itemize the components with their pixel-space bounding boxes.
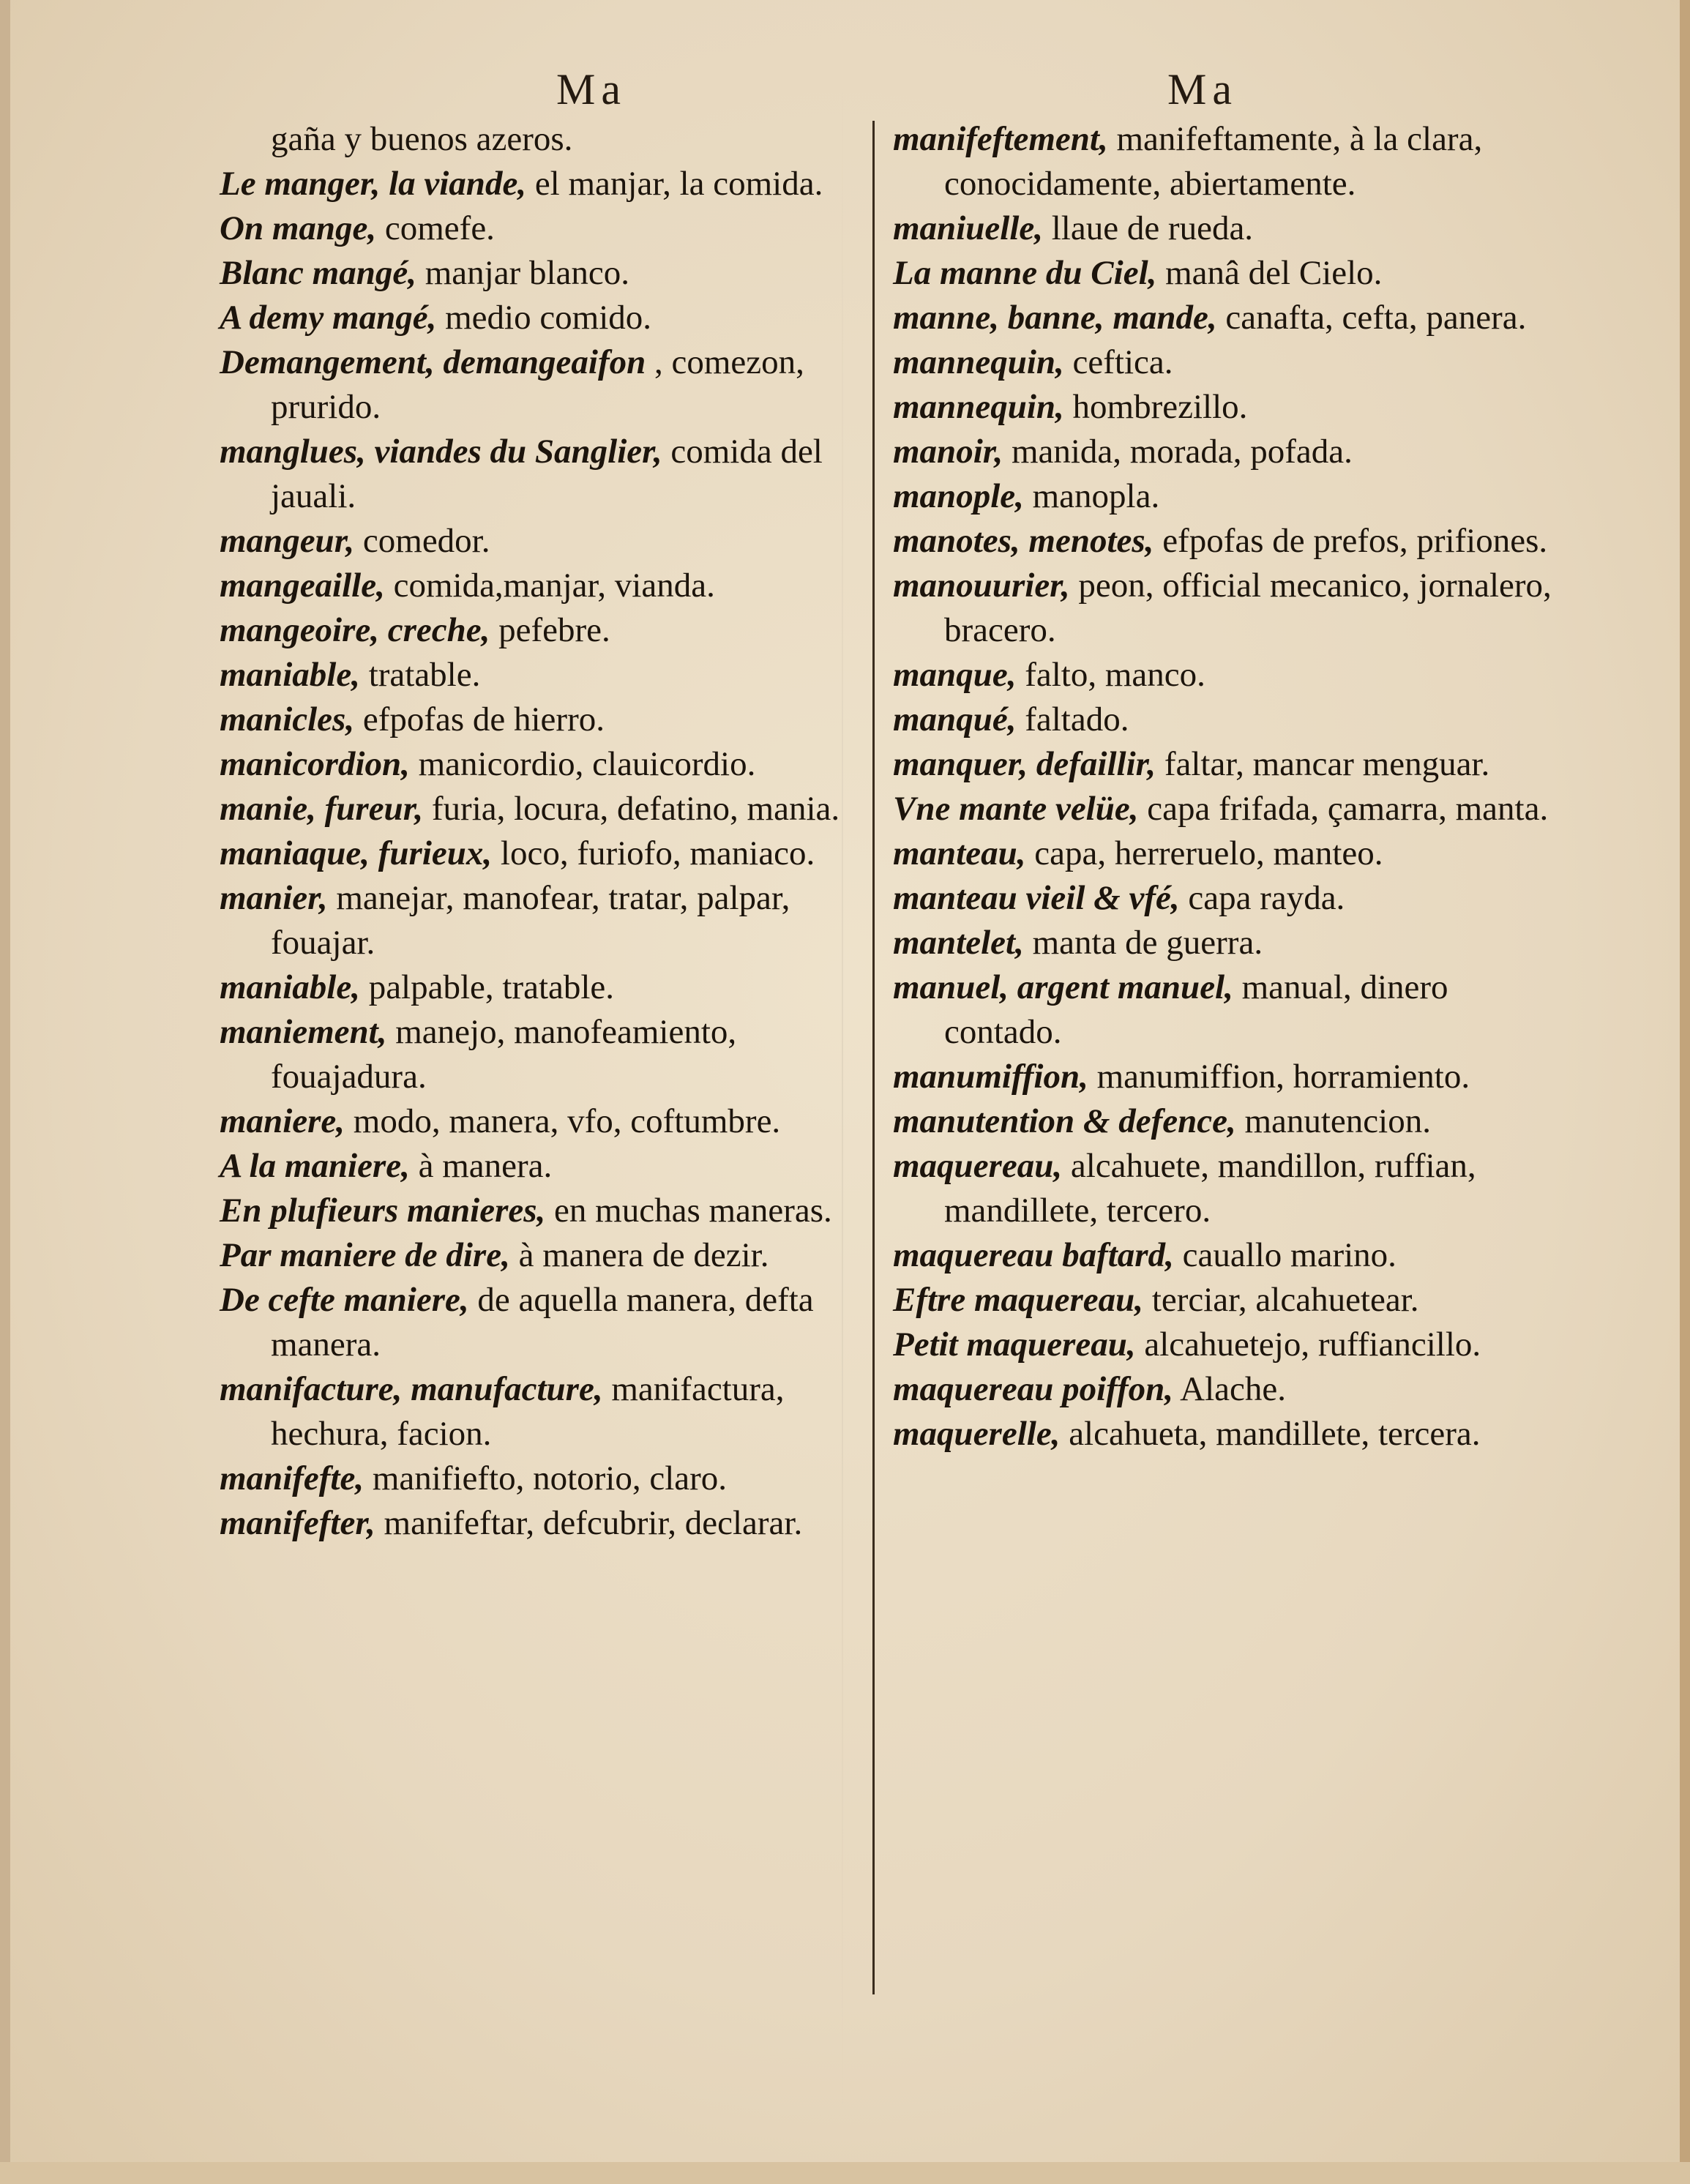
- entry-definition: falto, manco.: [1016, 656, 1205, 694]
- dictionary-entry: [220, 519, 864, 564]
- dictionary-entry: [220, 787, 864, 831]
- entry-headword: Blanc mangé,: [220, 254, 416, 292]
- entry-headword: maniere,: [220, 1102, 345, 1140]
- entry-headword: maniuelle,: [893, 209, 1043, 247]
- entry-definition: canafta, cefta, panera.: [1216, 299, 1527, 337]
- entry-definition: en muchas maneras.: [545, 1192, 832, 1230]
- entry-headword: manglues, viandes du Sanglier,: [220, 433, 662, 471]
- entry-headword: manotes, menotes,: [893, 522, 1154, 560]
- entry-definition: comefe.: [376, 209, 495, 247]
- entry-headword: mantelet,: [893, 924, 1024, 962]
- dictionary-entry: [893, 1099, 1552, 1144]
- entry-headword: manteau vieil & vfé,: [893, 879, 1180, 917]
- entry-headword: Vne mante velüe,: [893, 790, 1139, 828]
- entry-definition: terciar, alcahuetear.: [1143, 1281, 1419, 1319]
- entry-definition: Alache.: [1173, 1370, 1286, 1408]
- dictionary-entry: [893, 564, 1552, 653]
- entry-definition: alcahuete, mandillon, ruffian, mandillete, tercero.: [944, 1147, 1476, 1230]
- entry-definition: comida,manjar, vianda.: [384, 566, 715, 605]
- entry-definition: manejo, manofeamiento, fouajadura.: [271, 1013, 737, 1096]
- dictionary-entry: [893, 876, 1552, 921]
- entry-headword: manumiffion,: [893, 1058, 1088, 1096]
- entry-headword: manuel, argent manuel,: [893, 968, 1233, 1006]
- entry-headword: manifeftement,: [893, 120, 1108, 158]
- dictionary-entry: [220, 742, 864, 787]
- entry-definition: manifiefto, notorio, claro.: [364, 1459, 728, 1497]
- dictionary-entry: [893, 787, 1552, 831]
- entry-headword: manquer, defaillir,: [893, 745, 1156, 783]
- entry-definition: tratable.: [359, 656, 481, 694]
- entry-headword: manifefte,: [220, 1459, 364, 1497]
- entry-definition: comedor.: [354, 522, 490, 560]
- dictionary-entry: [220, 876, 864, 965]
- dictionary-entry: [220, 1099, 864, 1144]
- entry-headword: manoir,: [893, 433, 1003, 471]
- entry-definition: llaue de rueda.: [1042, 209, 1254, 247]
- page-edge-bottom: [0, 2162, 1690, 2184]
- dictionary-entry: [220, 1367, 864, 1456]
- entry-headword: mannequin,: [893, 388, 1064, 426]
- entry-headword: manifacture, manufacture,: [220, 1370, 603, 1408]
- entry-definition: medio comido.: [436, 299, 652, 337]
- entry-headword: maniable,: [220, 656, 360, 694]
- entry-definition: furia, locura, defatino, mania.: [423, 790, 840, 828]
- dictionary-entry: [893, 831, 1552, 876]
- entry-definition: à manera de dezir.: [509, 1236, 769, 1274]
- entry-definition: loco, furiofo, maniaco.: [492, 834, 815, 872]
- entry-headword: manne, banne, mande,: [893, 299, 1217, 337]
- entry-headword: De cefte maniere,: [220, 1281, 469, 1319]
- dictionary-entry: [220, 296, 864, 340]
- dictionary-entry: [220, 117, 864, 162]
- entry-definition: capa frifada, çamarra, manta.: [1138, 790, 1549, 828]
- entry-definition: manejar, manofear, tratar, palpar, fouajar.: [271, 879, 790, 962]
- dictionary-entry: [220, 1144, 864, 1189]
- dictionary-entry: [220, 340, 864, 430]
- entry-definition: peon, official mecanico, jornalero, bracero.: [944, 566, 1552, 649]
- entry-headword: manque,: [893, 656, 1017, 694]
- entry-definition: gaña y buenos azeros.: [271, 120, 573, 158]
- entry-headword: Par maniere de dire,: [220, 1236, 510, 1274]
- dictionary-entry: [893, 742, 1552, 787]
- entry-headword: manqué,: [893, 700, 1017, 738]
- entry-definition: capa, herreruelo, manteo.: [1025, 834, 1383, 872]
- dictionary-entry: [220, 430, 864, 519]
- dictionary-entry: [893, 340, 1552, 385]
- entry-definition: à manera.: [409, 1147, 553, 1185]
- entry-definition: efpofas de prefos, prifiones.: [1154, 522, 1548, 560]
- entry-headword: mangeoire, creche,: [220, 611, 490, 649]
- header-right: Ma: [1167, 65, 1238, 113]
- entry-definition: faltar, mancar menguar.: [1156, 745, 1490, 783]
- header-left: Ma: [556, 65, 627, 113]
- dictionary-entry: [893, 385, 1552, 430]
- entry-definition: manta de guerra.: [1023, 924, 1263, 962]
- dictionary-entry: [220, 653, 864, 698]
- dictionary-entry: [893, 1412, 1552, 1456]
- entry-headword: manutention & defence,: [893, 1102, 1236, 1140]
- dictionary-entry: [893, 1055, 1552, 1099]
- entry-headword: mangeur,: [220, 522, 355, 560]
- dictionary-entry: [893, 965, 1552, 1055]
- entry-definition: alcahueta, mandillete, tercera.: [1060, 1415, 1481, 1453]
- entry-headword: Petit maquereau,: [893, 1325, 1136, 1364]
- entry-headword: manicles,: [220, 700, 355, 738]
- dictionary-entry: [893, 296, 1552, 340]
- dictionary-entry: [893, 921, 1552, 965]
- entry-headword: mangeaille,: [220, 566, 385, 605]
- entry-definition: comida del jauali.: [271, 433, 823, 515]
- dictionary-entry: [220, 1010, 864, 1099]
- dictionary-entry: [893, 1144, 1552, 1233]
- entry-definition: capa rayda.: [1179, 879, 1345, 917]
- entry-headword: A demy mangé,: [220, 299, 437, 337]
- dictionary-entry: [893, 1367, 1552, 1412]
- entry-headword: manteau,: [893, 834, 1026, 872]
- entry-definition: pefebre.: [490, 611, 610, 649]
- entry-definition: faltado.: [1016, 700, 1129, 738]
- entry-headword: Demangement, demangeaifon: [220, 343, 646, 381]
- entry-definition: manjar blanco.: [416, 254, 629, 292]
- entry-headword: maquerelle,: [893, 1415, 1061, 1453]
- entry-definition: de aquella manera, defta manera.: [271, 1281, 814, 1364]
- entry-headword: maniaque, furieux,: [220, 834, 493, 872]
- dictionary-entry: [220, 251, 864, 296]
- entry-headword: manier,: [220, 879, 328, 917]
- dictionary-entry: [220, 1189, 864, 1233]
- entry-definition: modo, manera, vfo, coftumbre.: [345, 1102, 781, 1140]
- dictionary-entry: [220, 1501, 864, 1546]
- entry-headword: La manne du Ciel,: [893, 254, 1157, 292]
- entry-headword: maquereau poiffon,: [893, 1370, 1173, 1408]
- entry-definition: manifactura, hechura, facion.: [271, 1370, 785, 1453]
- entry-definition: manicordio, clauicordio.: [409, 745, 756, 783]
- entry-definition: hombrezillo.: [1063, 388, 1248, 426]
- dictionary-entry: [220, 608, 864, 653]
- entry-definition: manida, morada, pofada.: [1003, 433, 1353, 471]
- dictionary-entry: [893, 117, 1552, 206]
- dictionary-entry: [220, 698, 864, 742]
- entry-headword: maniable,: [220, 968, 360, 1006]
- entry-headword: manicordion,: [220, 745, 410, 783]
- page-edge-left: [0, 0, 10, 2184]
- dictionary-entry: [220, 831, 864, 876]
- entry-headword: On mange,: [220, 209, 377, 247]
- dictionary-entry: [893, 1233, 1552, 1278]
- entry-definition: , comezon, prurido.: [271, 343, 804, 426]
- dictionary-entry: [220, 965, 864, 1010]
- dictionary-entry: [893, 698, 1552, 742]
- entry-headword: En plufieurs manieres,: [220, 1192, 546, 1230]
- entry-definition: manâ del Cielo.: [1156, 254, 1383, 292]
- entry-headword: maquereau baftard,: [893, 1236, 1174, 1274]
- dictionary-entry: [220, 1456, 864, 1501]
- entry-definition: manopla.: [1023, 477, 1160, 515]
- entry-headword: maquereau,: [893, 1147, 1063, 1185]
- entry-headword: manople,: [893, 477, 1024, 515]
- dictionary-entry: [893, 1323, 1552, 1367]
- entry-definition: ceftica.: [1063, 343, 1173, 381]
- entry-definition: cauallo marino.: [1173, 1236, 1397, 1274]
- entry-headword: manie, fureur,: [220, 790, 424, 828]
- column-divider: [872, 121, 875, 1994]
- entry-definition: manifeftamente, à la clara, conocidamente, abiertamente.: [944, 120, 1483, 203]
- entry-headword: maniement,: [220, 1013, 387, 1051]
- entry-definition: efpofas de hierro.: [354, 700, 605, 738]
- dictionary-entry: [220, 1233, 864, 1278]
- entry-definition: manumiffion, horramiento.: [1088, 1058, 1470, 1096]
- right-column: [893, 117, 1552, 1456]
- entry-headword: manouurier,: [893, 566, 1070, 605]
- dictionary-entry: [893, 206, 1552, 251]
- dictionary-entry: [220, 206, 864, 251]
- entry-definition: palpable, tratable.: [359, 968, 615, 1006]
- dictionary-entry: [893, 653, 1552, 698]
- dictionary-entry: [893, 430, 1552, 474]
- entry-definition: manifeftar, defcubrir, declarar.: [375, 1504, 803, 1542]
- left-column: [220, 117, 864, 1546]
- entry-headword: manifefter,: [220, 1504, 375, 1542]
- entry-definition: manual, dinero contado.: [944, 968, 1448, 1051]
- dictionary-entry: [893, 251, 1552, 296]
- entry-headword: Eftre maquereau,: [893, 1281, 1144, 1319]
- dictionary-entry: [893, 474, 1552, 519]
- entry-definition: el manjar, la comida.: [526, 165, 823, 203]
- entry-headword: A la maniere,: [220, 1147, 410, 1185]
- entry-headword: Le manger, la viande,: [220, 165, 527, 203]
- dictionary-entry: [893, 1278, 1552, 1323]
- dictionary-entry: [220, 162, 864, 206]
- page-edge-right: [1680, 0, 1690, 2184]
- dictionary-entry: [220, 1278, 864, 1367]
- entry-headword: mannequin,: [893, 343, 1064, 381]
- entry-definition: manutencion.: [1235, 1102, 1431, 1140]
- dictionary-entry: [220, 564, 864, 608]
- dictionary-entry: [893, 519, 1552, 564]
- entry-definition: alcahuetejo, ruffiancillo.: [1135, 1325, 1481, 1364]
